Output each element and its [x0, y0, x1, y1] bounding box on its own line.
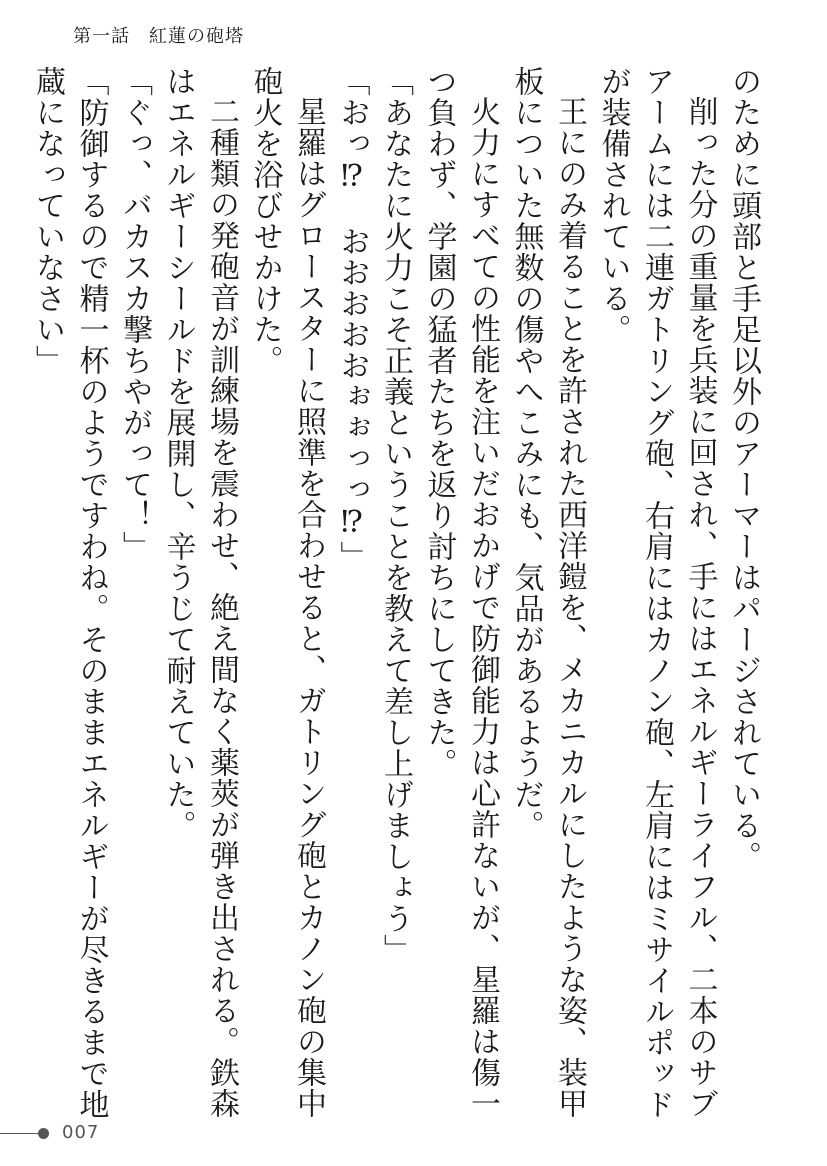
paragraph: 削った分の重量を兵装に回され、手にはエネルギーライフル、二本のサブアームには二連ガトリング砲、右肩にはカノン砲、左肩にはミサイルポッドが装備されている。 — [595, 66, 718, 1120]
running-head: 第一話 紅蓮の砲塔 — [73, 26, 244, 47]
dialogue: 「おっ⁉ おおおおおぉぉっっ⁉」 — [334, 66, 370, 572]
paragraph: 王にのみ着ることを許された西洋鎧を、メカニカルにしたような姿、装甲板についた無数の傷やへこみにも、気品があるようだ。 — [508, 66, 587, 1119]
page-footer — [0, 1122, 200, 1146]
page-number: 007 — [62, 1122, 100, 1143]
paragraph: 二種類の発砲音が訓練場を震わせ、絶え間なく薬莢が弾き出される。鉄森はエネルギーシールドを展開し、辛うじて耐えていた。 — [160, 66, 239, 1119]
footer-dot-icon — [38, 1128, 49, 1139]
footer-rule — [0, 1133, 42, 1134]
paragraph: 火力にすべての性能を注いだおかげで防御能力は心許ないが、星羅は傷一つ負わず、学園の猛者たちを返り討ちにしてきた。 — [421, 66, 500, 1119]
body-text — [30, 66, 765, 1126]
dialogue: 「防御するので精一杯のようですわね。そのままエネルギーが尽きるまで地蔵になっていなさい」 — [30, 66, 109, 1120]
dialogue: 「あなたに火力こそ正義ということを教えて差し上げましょう」 — [378, 66, 413, 965]
dialogue: 「ぐっ、バカスカ撃ちやがって！」 — [117, 66, 152, 562]
paragraph: 星羅はグロースターに照準を合わせると、ガトリング砲とカノン砲の集中砲火を浴びせかけた。 — [247, 66, 326, 1119]
paragraph: のために頭部と手足以外のアーマーはパージされている。 — [726, 66, 761, 872]
